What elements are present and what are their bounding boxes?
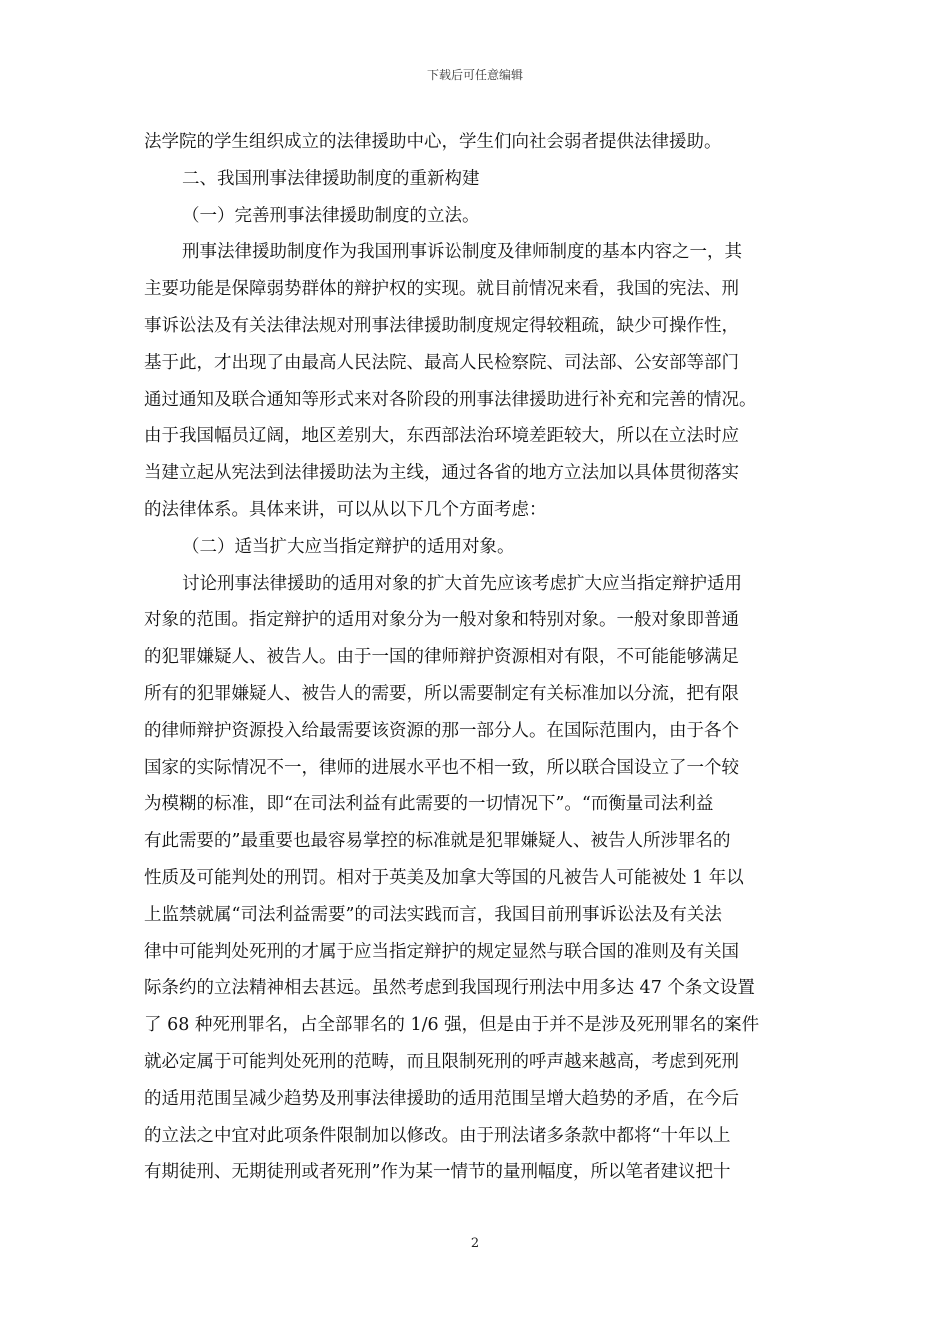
text-line: 律中可能判处死刑的才属于应当指定辩护的规定显然与联合国的准则及有关国 xyxy=(144,941,739,962)
text-line: 有期徒刑、无期徒刑或者死刑”作为某一情节的量刑幅度，所以笔者建议把十 xyxy=(144,1162,731,1183)
text-line: 性质及可能判处的刑罚。相对于英美及加拿大等国的凡被告人可能被处 1 年以 xyxy=(144,867,744,888)
subsection-heading: （二）适当扩大应当指定辩护的适用对象。 xyxy=(182,536,515,557)
text-line: 法学院的学生组织成立的法律援助中心，学生们向社会弱者提供法律援助。 xyxy=(144,132,722,152)
text-line: 通过通知及联合通知等形式来对各阶段的刑事法律援助进行补充和完善的情况。 xyxy=(144,389,757,410)
text-line: 基于此，才出现了由最高人民法院、最高人民检察院、司法部、公安部等部门 xyxy=(144,352,739,373)
text-line: 事诉讼法及有关法律法规对刑事法律援助制度规定得较粗疏，缺少可操作性， xyxy=(144,315,739,336)
text-line: 由于我国幅员辽阔，地区差别大，东西部法治环境差距较大，所以在立法时应 xyxy=(144,426,739,447)
text-line: 为模糊的标准，即“在司法利益有此需要的一切情况下”。“而衡量司法利益 xyxy=(144,794,714,815)
text-line: 就必定属于可能判处死刑的范畴，而且限制死刑的呼声越来越高，考虑到死刑 xyxy=(144,1051,739,1072)
subsection-heading: （一）完善刑事法律援助制度的立法。 xyxy=(182,205,480,226)
text-line: 了 68 种死刑罪名，占全部罪名的 1/6 强，但是由于并不是涉及死刑罪名的案件 xyxy=(144,1015,760,1036)
text-line: 的适用范围呈减少趋势及刑事法律援助的适用范围呈增大趋势的矛盾，在今后 xyxy=(144,1088,739,1109)
text-line: 所有的犯罪嫌疑人、被告人的需要，所以需要制定有关标准加以分流，把有限 xyxy=(144,683,739,704)
text-line: 国家的实际情况不一，律师的进展水平也不相一致，所以联合国设立了一个较 xyxy=(144,757,739,778)
text-line: 有此需要的”最重要也最容易掌控的标准就是犯罪嫌疑人、被告人所涉罪名的 xyxy=(144,831,731,852)
text-line: 当建立起从宪法到法律援助法为主线，通过各省的地方立法加以具体贯彻落实 xyxy=(144,463,739,484)
text-line: 际条约的立法精神相去甚远。虽然考虑到我国现行刑法中用多达 47 个条文设置 xyxy=(144,978,755,999)
text-line: 上监禁就属“司法利益需要”的司法实践而言，我国目前刑事诉讼法及有关法 xyxy=(144,904,722,925)
text-line: 的犯罪嫌疑人、被告人。由于一国的律师辩护资源相对有限，不可能能够满足 xyxy=(144,647,739,668)
text-line: 刑事法律援助制度作为我国刑事诉讼制度及律师制度的基本内容之一，其 xyxy=(182,242,742,263)
text-line: 的法律体系。具体来讲，可以从以下几个方面考虑： xyxy=(144,499,547,520)
page-header: 下载后可任意编辑 xyxy=(426,68,523,82)
page-number: 2 xyxy=(470,1236,480,1251)
text-line: 讨论刑事法律援助的适用对象的扩大首先应该考虑扩大应当指定辩护适用 xyxy=(182,573,742,594)
document-body xyxy=(144,124,808,1191)
section-heading: 二、我国刑事法律援助制度的重新构建 xyxy=(182,168,480,189)
text-line: 对象的范围。指定辩护的适用对象分为一般对象和特别对象。一般对象即普通 xyxy=(144,610,739,631)
text-line: 的立法之中宜对此项条件限制加以修改。由于刑法诸多条款中都将“十年以上 xyxy=(144,1125,731,1146)
text-line: 主要功能是保障弱势群体的辩护权的实现。就目前情况来看，我国的宪法、刑 xyxy=(144,279,739,300)
text-line: 的律师辩护资源投入给最需要该资源的那一部分人。在国际范围内，由于各个 xyxy=(144,720,739,741)
